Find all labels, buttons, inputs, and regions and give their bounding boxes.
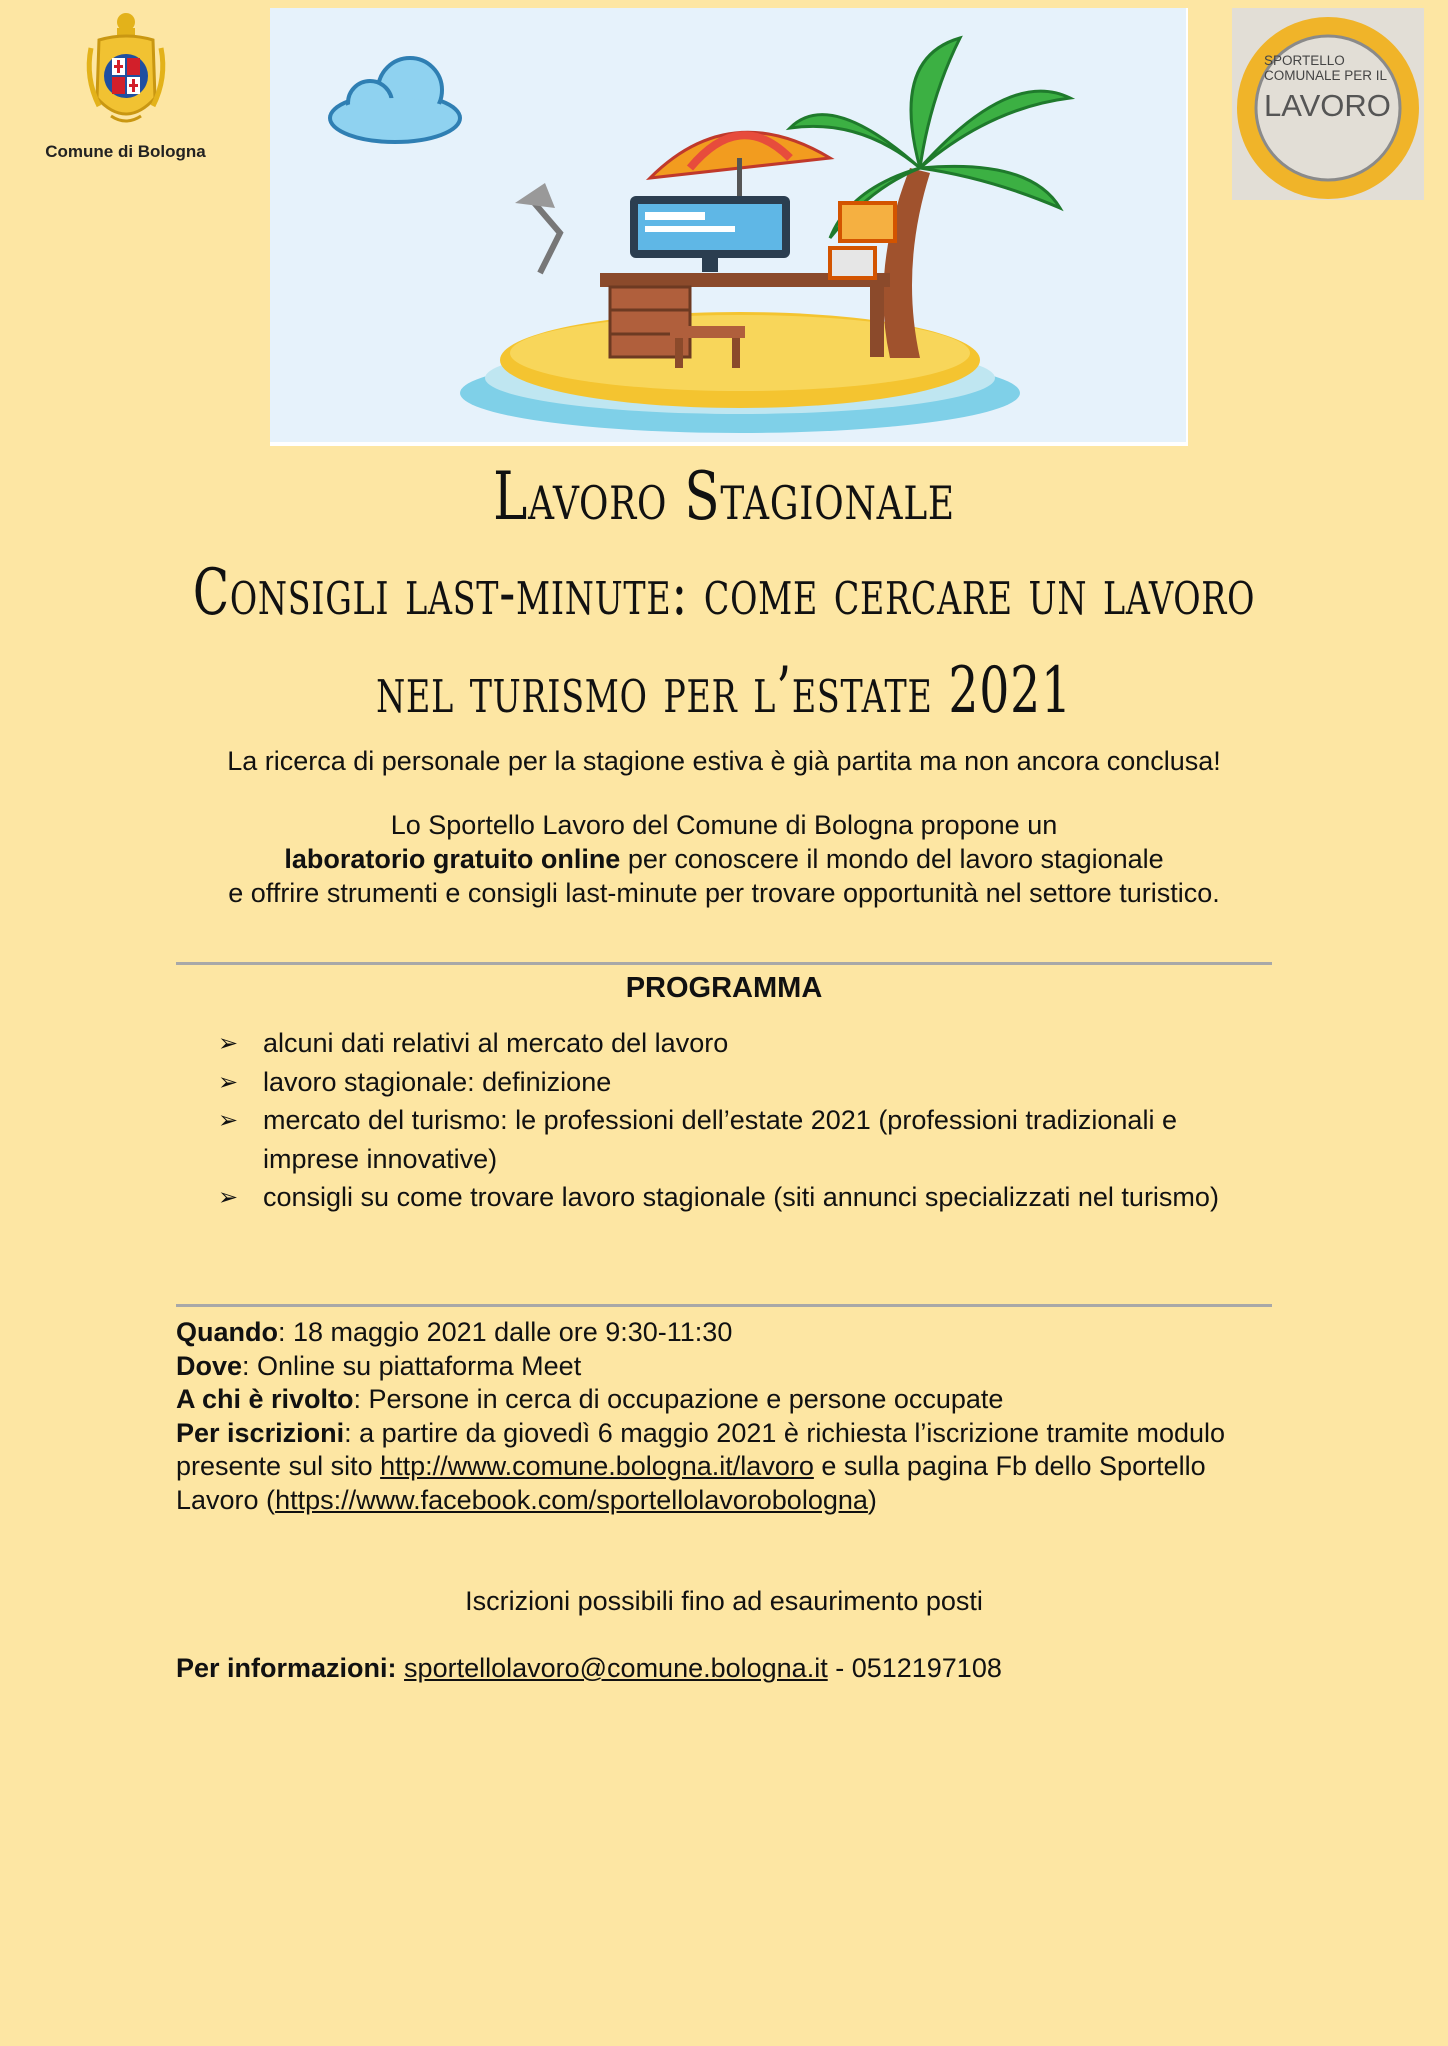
comune-di-bologna-logo bbox=[38, 8, 213, 168]
list-item: ➢ consigli su come trovare lavoro stagionale (siti annunci specializzati nel turismo) bbox=[218, 1178, 1278, 1217]
arrow-bullet-icon: ➢ bbox=[218, 1067, 239, 1096]
closing-note: Iscrizioni possibili fino ad esaurimento posti bbox=[465, 1586, 983, 1616]
detail-iscrizioni: Per iscrizioni: a partire da giovedì 6 maggio 2021 è richiesta l’iscrizione tramite modulo presente sul sito http://www.comune.bologna.it/lavoro e sulla pagina Fb dello Sportello Lavoro (https://www.facebook.com/sportellolavorobologna) bbox=[176, 1417, 1226, 1515]
title-line-3: nel turismo per l’estate 2021 bbox=[376, 654, 1072, 728]
email-link[interactable]: sportellolavoro@comune.bologna.it bbox=[404, 1653, 828, 1683]
title-line-1: Lavoro Stagionale bbox=[493, 458, 955, 535]
title-line-2: Consigli last-minute: come cercare un lavoro bbox=[192, 556, 1256, 630]
description-highlight: laboratorio gratuito online bbox=[284, 844, 621, 874]
phone-number: - 0512197108 bbox=[827, 1653, 1002, 1683]
hero-illustration bbox=[270, 8, 1188, 446]
detail-dove: Dove: Online su piattaforma Meet bbox=[176, 1350, 582, 1381]
program-list bbox=[218, 1024, 1278, 1217]
info-line bbox=[176, 1653, 1002, 1684]
bologna-crest-icon bbox=[81, 8, 171, 138]
info-label: Per informazioni: bbox=[176, 1653, 397, 1683]
detail-quando: Quando: 18 maggio 2021 dalle ore 9:30-11:30 bbox=[176, 1317, 733, 1347]
city-logo-name: Comune di Bologna bbox=[45, 142, 206, 161]
divider bbox=[176, 1304, 1272, 1307]
list-item: ➢ lavoro stagionale: definizione bbox=[218, 1063, 1278, 1102]
description-line-2: laboratorio gratuito online per conoscere il mondo del lavoro stagionale bbox=[284, 844, 1164, 874]
event-details bbox=[176, 1316, 1286, 1517]
divider bbox=[176, 962, 1272, 965]
arrow-bullet-icon: ➢ bbox=[218, 1183, 239, 1211]
programma-heading: PROGRAMMA bbox=[625, 972, 823, 1004]
detail-rivolto: A chi è rivolto: Persone in cerca di occupazione e persone occupate bbox=[176, 1384, 1004, 1414]
list-item: ➢ alcuni dati relativi al mercato del lavoro bbox=[218, 1024, 1278, 1063]
sportello-logo-text: SPORTELLO COMUNALE PER IL bbox=[1264, 53, 1388, 83]
intro-text: La ricerca di personale per la stagione estiva è già partita ma non ancora conclusa! bbox=[227, 746, 1221, 776]
comune-website-link[interactable]: http://www.comune.bologna.it/lavoro bbox=[380, 1451, 814, 1481]
description bbox=[0, 808, 1448, 910]
list-item: ➢ mercato del turismo: le professioni dell’estate 2021 (professioni tradizionali e imprese innovative) bbox=[218, 1101, 1278, 1178]
description-line-3: e offrire strumenti e consigli last-minute per trovare opportunità nel settore turistico. bbox=[228, 878, 1220, 908]
facebook-page-link[interactable]: https://www.facebook.com/sportellolavorobologna bbox=[275, 1484, 868, 1515]
sportello-lavoro-logo bbox=[1232, 8, 1424, 200]
sportello-logo-word: LAVORO bbox=[1264, 88, 1391, 123]
island-desk-illustration bbox=[270, 8, 1186, 442]
arrow-bullet-icon: ➢ bbox=[218, 1106, 239, 1134]
arrow-bullet-icon: ➢ bbox=[218, 1029, 239, 1057]
description-line-1: Lo Sportello Lavoro del Comune di Bologna propone un bbox=[390, 810, 1058, 840]
